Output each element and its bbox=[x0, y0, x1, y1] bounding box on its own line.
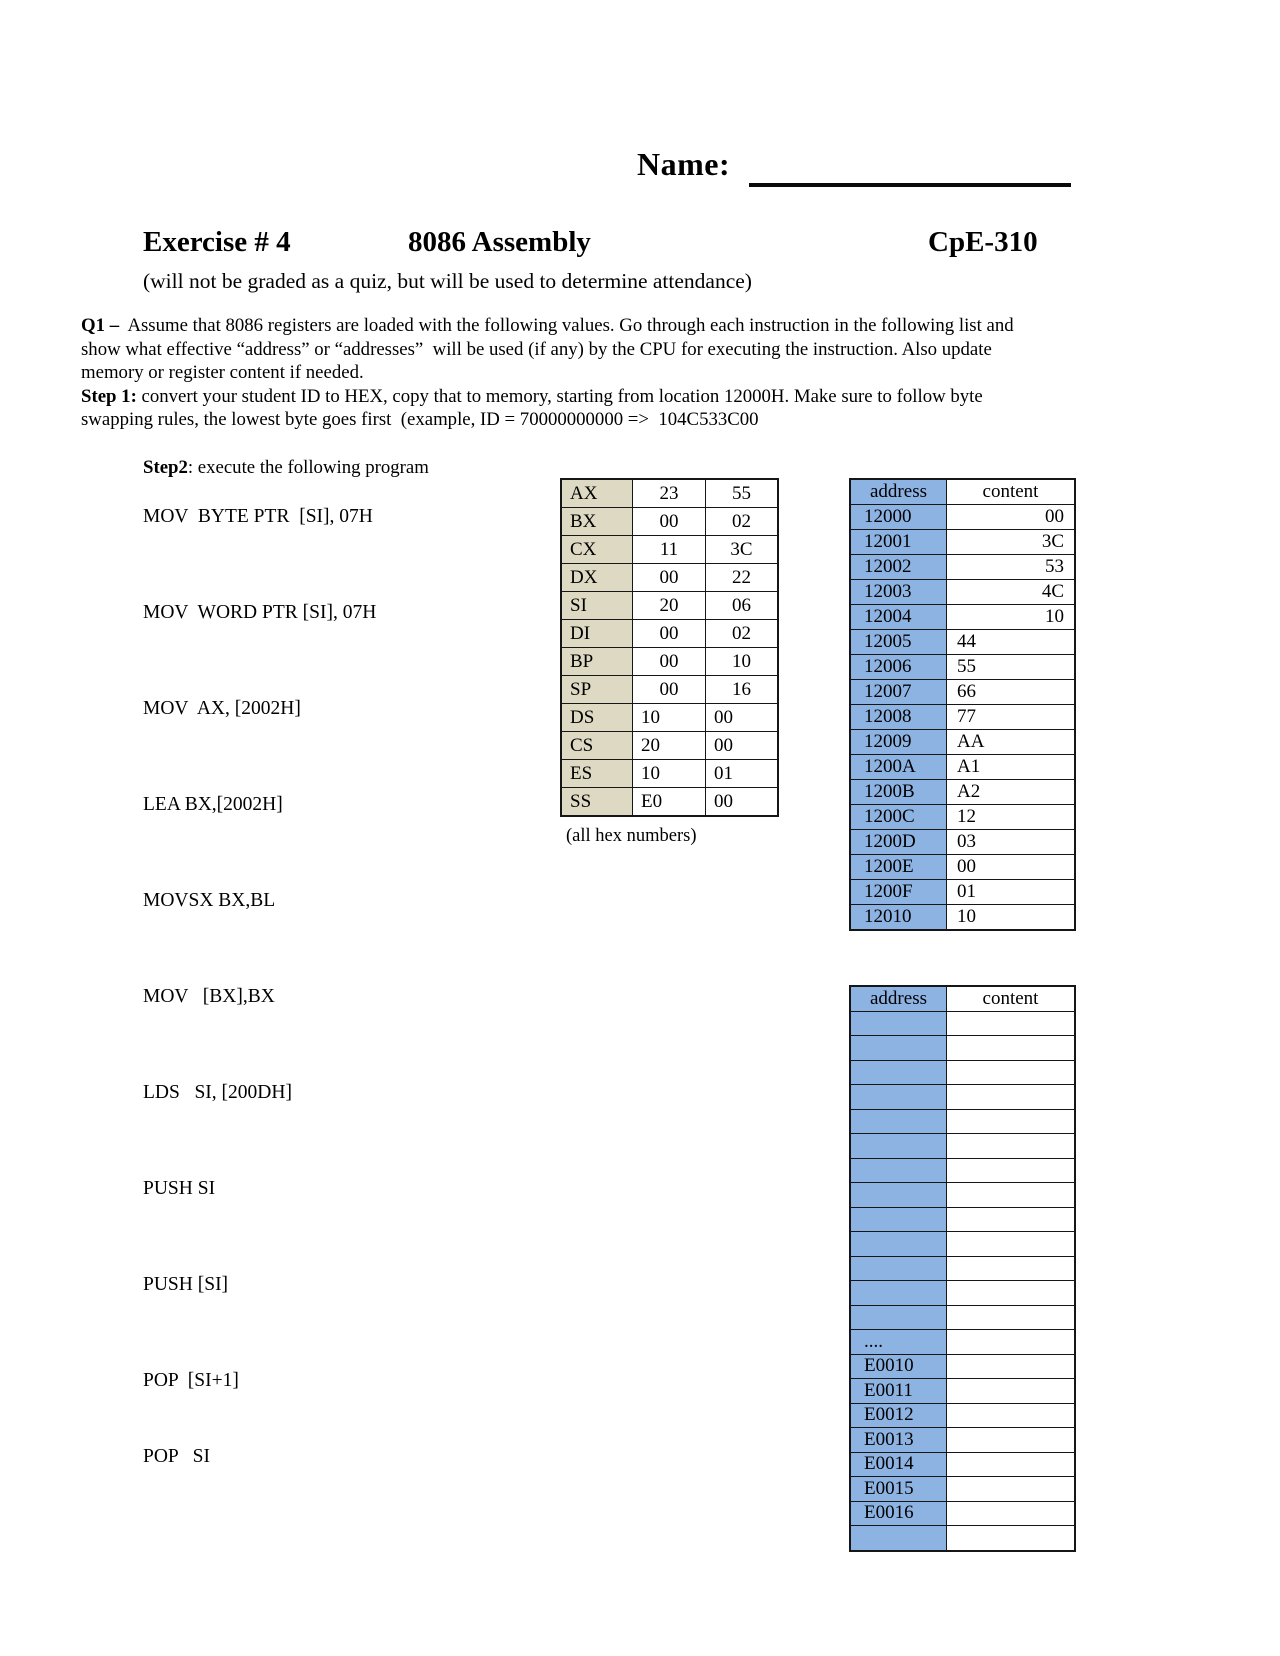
content-cell bbox=[947, 1281, 1076, 1306]
register-row bbox=[561, 648, 778, 676]
address-cell bbox=[850, 1036, 947, 1061]
content-cell bbox=[947, 1207, 1076, 1232]
assembly-instruction: MOV WORD PTR [SI], 07H bbox=[143, 602, 377, 623]
memory-row bbox=[850, 1060, 1075, 1085]
register-low-byte-cell: 00 bbox=[706, 732, 779, 760]
address-cell: 12009 bbox=[850, 730, 947, 755]
memory-table-header-row bbox=[850, 479, 1075, 505]
memory-row bbox=[850, 1428, 1075, 1453]
address-cell bbox=[850, 1060, 947, 1085]
memory-row bbox=[850, 1256, 1075, 1281]
memory-row bbox=[850, 1011, 1075, 1036]
address-cell: E0014 bbox=[850, 1452, 947, 1477]
memory-row bbox=[850, 1207, 1075, 1232]
address-cell bbox=[850, 1526, 947, 1551]
register-low-byte-cell: 3C bbox=[706, 536, 779, 564]
memory-row bbox=[850, 1281, 1075, 1306]
register-high-byte-cell: 23 bbox=[633, 479, 706, 508]
address-cell: 1200E bbox=[850, 855, 947, 880]
register-high-byte-cell: 11 bbox=[633, 536, 706, 564]
course-code: CpE-310 bbox=[928, 226, 1038, 258]
memory-row bbox=[850, 1232, 1075, 1257]
memory-row bbox=[850, 1134, 1075, 1159]
course-topic-title: 8086 Assembly bbox=[408, 226, 591, 258]
register-name-cell: SP bbox=[561, 676, 633, 704]
content-cell bbox=[947, 1354, 1076, 1379]
register-high-byte-cell: 00 bbox=[633, 564, 706, 592]
memory-row bbox=[850, 705, 1075, 730]
register-low-byte-cell: 02 bbox=[706, 620, 779, 648]
memory-row bbox=[850, 1354, 1075, 1379]
content-cell bbox=[947, 1109, 1076, 1134]
assembly-instruction: MOV AX, [2002H] bbox=[143, 698, 301, 719]
register-low-byte-cell: 10 bbox=[706, 648, 779, 676]
content-cell: 03 bbox=[947, 830, 1076, 855]
register-row bbox=[561, 536, 778, 564]
content-cell: 66 bbox=[947, 680, 1076, 705]
assembly-instruction: LEA BX,[2002H] bbox=[143, 794, 283, 815]
memory-row bbox=[850, 655, 1075, 680]
memory-row bbox=[850, 805, 1075, 830]
address-cell: 1200C bbox=[850, 805, 947, 830]
register-high-byte-cell: 10 bbox=[633, 704, 706, 732]
content-cell: 77 bbox=[947, 705, 1076, 730]
register-name-cell: DI bbox=[561, 620, 633, 648]
name-label: Name: bbox=[637, 146, 731, 182]
content-cell: AA bbox=[947, 730, 1076, 755]
memory-row bbox=[850, 555, 1075, 580]
address-cell bbox=[850, 1207, 947, 1232]
memory-row bbox=[850, 1109, 1075, 1134]
content-cell bbox=[947, 1330, 1076, 1355]
address-cell bbox=[850, 1232, 947, 1257]
content-cell: 3C bbox=[947, 530, 1076, 555]
content-cell bbox=[947, 1183, 1076, 1208]
content-cell: 01 bbox=[947, 880, 1076, 905]
register-row bbox=[561, 620, 778, 648]
register-row bbox=[561, 704, 778, 732]
memory-row bbox=[850, 830, 1075, 855]
register-high-byte-cell: 10 bbox=[633, 760, 706, 788]
assembly-instruction: POP [SI+1] bbox=[143, 1370, 239, 1391]
exercise-number-title: Exercise # 4 bbox=[143, 226, 291, 258]
memory-table-header-row bbox=[850, 986, 1075, 1011]
address-cell: E0016 bbox=[850, 1501, 947, 1526]
assembly-instruction: MOVSX BX,BL bbox=[143, 890, 276, 911]
memory-row bbox=[850, 855, 1075, 880]
address-cell: 12006 bbox=[850, 655, 947, 680]
assembly-instruction: POP SI bbox=[143, 1446, 211, 1467]
register-low-byte-cell: 00 bbox=[706, 704, 779, 732]
paragraph-line: show what effective “address” or “addresses” will be used (if any) by the CPU for executing the instruction. Also update bbox=[81, 338, 992, 360]
content-cell bbox=[947, 1452, 1076, 1477]
content-cell: 12 bbox=[947, 805, 1076, 830]
memory-row bbox=[850, 1036, 1075, 1061]
register-high-byte-cell: 00 bbox=[633, 620, 706, 648]
register-name-cell: CX bbox=[561, 536, 633, 564]
address-cell: 1200B bbox=[850, 780, 947, 805]
address-cell bbox=[850, 1183, 947, 1208]
memory-row bbox=[850, 905, 1075, 931]
content-cell bbox=[947, 1232, 1076, 1257]
register-name-cell: SS bbox=[561, 788, 633, 817]
register-low-byte-cell: 02 bbox=[706, 508, 779, 536]
assembly-instruction: PUSH [SI] bbox=[143, 1274, 229, 1295]
content-cell bbox=[947, 1036, 1076, 1061]
address-cell: 12000 bbox=[850, 505, 947, 530]
memory-row bbox=[850, 1305, 1075, 1330]
content-cell bbox=[947, 1379, 1076, 1404]
register-high-byte-cell: 20 bbox=[633, 732, 706, 760]
memory-row bbox=[850, 1379, 1075, 1404]
content-cell: A2 bbox=[947, 780, 1076, 805]
register-row bbox=[561, 732, 778, 760]
assembly-instruction: PUSH SI bbox=[143, 1178, 216, 1199]
address-cell: E0012 bbox=[850, 1403, 947, 1428]
content-cell bbox=[947, 1428, 1076, 1453]
memory-row bbox=[850, 730, 1075, 755]
address-cell: 12004 bbox=[850, 605, 947, 630]
register-name-cell: DS bbox=[561, 704, 633, 732]
content-cell bbox=[947, 1134, 1076, 1159]
register-low-byte-cell: 16 bbox=[706, 676, 779, 704]
paragraph-line: memory or register content if needed. bbox=[81, 362, 364, 384]
content-cell bbox=[947, 1085, 1076, 1110]
paragraph-line: Q1 – Assume that 8086 registers are loaded with the following values. Go through each instruction in the following list and bbox=[81, 315, 1014, 336]
content-cell: 44 bbox=[947, 630, 1076, 655]
paragraph-line: Step2: execute the following program bbox=[143, 456, 429, 478]
content-cell bbox=[947, 1060, 1076, 1085]
memory-table-initial bbox=[849, 478, 1076, 931]
register-name-cell: BP bbox=[561, 648, 633, 676]
register-table bbox=[560, 478, 779, 817]
memory-row bbox=[850, 1085, 1075, 1110]
register-high-byte-cell: 20 bbox=[633, 592, 706, 620]
memory-row bbox=[850, 630, 1075, 655]
address-cell: 12008 bbox=[850, 705, 947, 730]
address-cell bbox=[850, 1011, 947, 1036]
memory-row bbox=[850, 530, 1075, 555]
content-cell: 53 bbox=[947, 555, 1076, 580]
content-cell: 4C bbox=[947, 580, 1076, 605]
address-cell: 12002 bbox=[850, 555, 947, 580]
address-cell bbox=[850, 1134, 947, 1159]
register-name-cell: AX bbox=[561, 479, 633, 508]
grading-note: (will not be graded as a quiz, but will be used to determine attendance) bbox=[143, 269, 752, 293]
register-row bbox=[561, 564, 778, 592]
address-cell bbox=[850, 1158, 947, 1183]
register-high-byte-cell: 00 bbox=[633, 508, 706, 536]
memory-row bbox=[850, 605, 1075, 630]
memory-row bbox=[850, 1158, 1075, 1183]
assembly-instruction: LDS SI, [200DH] bbox=[143, 1082, 292, 1103]
content-header-cell: content bbox=[947, 479, 1076, 505]
content-cell: A1 bbox=[947, 755, 1076, 780]
content-cell: 10 bbox=[947, 905, 1076, 931]
register-low-byte-cell: 55 bbox=[706, 479, 779, 508]
register-name-cell: ES bbox=[561, 760, 633, 788]
memory-row bbox=[850, 1477, 1075, 1502]
register-high-byte-cell: E0 bbox=[633, 788, 706, 817]
address-cell: .... bbox=[850, 1330, 947, 1355]
address-cell: E0015 bbox=[850, 1477, 947, 1502]
memory-table-answer bbox=[849, 985, 1076, 1552]
memory-row bbox=[850, 755, 1075, 780]
address-cell bbox=[850, 1256, 947, 1281]
address-cell: E0011 bbox=[850, 1379, 947, 1404]
address-cell: E0010 bbox=[850, 1354, 947, 1379]
register-low-byte-cell: 01 bbox=[706, 760, 779, 788]
assembly-instruction: MOV BYTE PTR [SI], 07H bbox=[143, 506, 373, 527]
address-header-cell: address bbox=[850, 479, 947, 505]
address-cell bbox=[850, 1281, 947, 1306]
address-cell bbox=[850, 1109, 947, 1134]
address-cell bbox=[850, 1305, 947, 1330]
content-cell bbox=[947, 1477, 1076, 1502]
content-cell bbox=[947, 1501, 1076, 1526]
register-name-cell: DX bbox=[561, 564, 633, 592]
register-name-cell: BX bbox=[561, 508, 633, 536]
assembly-instruction: MOV [BX],BX bbox=[143, 986, 275, 1007]
content-cell: 55 bbox=[947, 655, 1076, 680]
content-cell bbox=[947, 1158, 1076, 1183]
content-cell bbox=[947, 1526, 1076, 1551]
memory-row bbox=[850, 1183, 1075, 1208]
content-cell: 10 bbox=[947, 605, 1076, 630]
address-cell: 1200A bbox=[850, 755, 947, 780]
memory-row bbox=[850, 505, 1075, 530]
content-cell bbox=[947, 1256, 1076, 1281]
memory-row bbox=[850, 680, 1075, 705]
register-row bbox=[561, 479, 778, 508]
content-cell bbox=[947, 1403, 1076, 1428]
memory-row bbox=[850, 1330, 1075, 1355]
name-blank-line bbox=[749, 152, 1071, 187]
register-low-byte-cell: 00 bbox=[706, 788, 779, 817]
memory-row bbox=[850, 780, 1075, 805]
paragraph-line: Step 1: convert your student ID to HEX, copy that to memory, starting from location 12000H. Make sure to follow byte bbox=[81, 385, 983, 407]
paragraph-line: swapping rules, the lowest byte goes first (example, ID = 70000000000 => 104C533C00 bbox=[81, 409, 759, 431]
register-row bbox=[561, 788, 778, 817]
address-cell: 12003 bbox=[850, 580, 947, 605]
content-header-cell: content bbox=[947, 986, 1076, 1011]
content-cell bbox=[947, 1305, 1076, 1330]
memory-row bbox=[850, 1403, 1075, 1428]
address-header-cell: address bbox=[850, 986, 947, 1011]
register-row bbox=[561, 760, 778, 788]
address-cell bbox=[850, 1085, 947, 1110]
instruction-list bbox=[143, 505, 376, 1541]
address-cell: E0013 bbox=[850, 1428, 947, 1453]
address-cell: 1200F bbox=[850, 880, 947, 905]
address-cell: 12010 bbox=[850, 905, 947, 931]
register-high-byte-cell: 00 bbox=[633, 676, 706, 704]
address-cell: 1200D bbox=[850, 830, 947, 855]
content-cell: 00 bbox=[947, 855, 1076, 880]
memory-row bbox=[850, 1501, 1075, 1526]
register-high-byte-cell: 00 bbox=[633, 648, 706, 676]
memory-row bbox=[850, 1452, 1075, 1477]
address-cell: 12005 bbox=[850, 630, 947, 655]
register-name-cell: CS bbox=[561, 732, 633, 760]
register-low-byte-cell: 06 bbox=[706, 592, 779, 620]
memory-row bbox=[850, 880, 1075, 905]
register-row bbox=[561, 676, 778, 704]
content-cell bbox=[947, 1011, 1076, 1036]
address-cell: 12001 bbox=[850, 530, 947, 555]
address-cell: 12007 bbox=[850, 680, 947, 705]
memory-row bbox=[850, 580, 1075, 605]
register-row bbox=[561, 592, 778, 620]
question-paragraph bbox=[81, 314, 1171, 480]
register-table-caption: (all hex numbers) bbox=[566, 826, 697, 846]
register-name-cell: SI bbox=[561, 592, 633, 620]
content-cell: 00 bbox=[947, 505, 1076, 530]
register-row bbox=[561, 508, 778, 536]
memory-row bbox=[850, 1526, 1075, 1551]
register-low-byte-cell: 22 bbox=[706, 564, 779, 592]
